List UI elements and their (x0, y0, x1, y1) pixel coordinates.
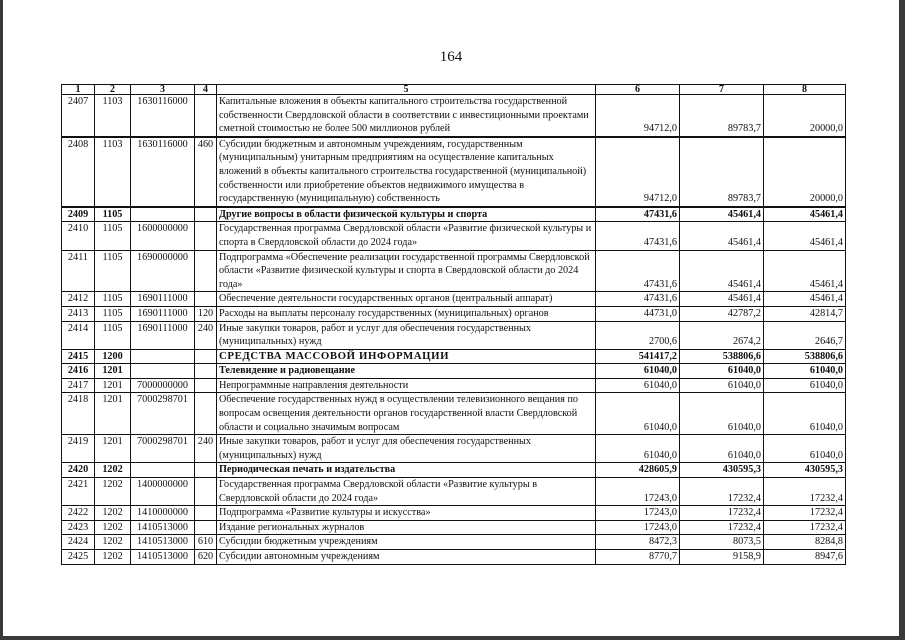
amount-col-7: 61040,0 (680, 364, 764, 379)
row-number: 2408 (62, 137, 95, 207)
item-name: Субсидии бюджетным учреждениям (217, 535, 596, 550)
amount-col-7: 45461,4 (680, 292, 764, 307)
column-header: 8 (764, 85, 846, 95)
amount-col-7: 61040,0 (680, 378, 764, 393)
expense-type-code: 620 (195, 550, 217, 565)
amount-col-8: 17232,4 (764, 506, 846, 521)
expense-type-code (195, 393, 217, 435)
target-article-code: 1690111000 (131, 321, 195, 349)
row-number: 2425 (62, 550, 95, 565)
table-row (62, 306, 846, 321)
item-name: Непрограммные направления деятельности (217, 378, 596, 393)
target-article-code (131, 463, 195, 478)
section-code: 1202 (95, 550, 131, 565)
item-name: Обеспечение государственных нужд в осуществлении телевизионного вещания по вопросам освещения деятельности органов государственной власти Свердловской области и социально значимым вопросам (217, 393, 596, 435)
table-row (62, 95, 846, 137)
row-number: 2414 (62, 321, 95, 349)
section-code: 1202 (95, 463, 131, 478)
amount-col-8: 2646,7 (764, 321, 846, 349)
table-row (62, 349, 846, 364)
column-header: 5 (217, 85, 596, 95)
amount-col-7: 61040,0 (680, 393, 764, 435)
section-code: 1105 (95, 222, 131, 250)
target-article-code (131, 364, 195, 379)
target-article-code: 1630116000 (131, 95, 195, 137)
row-number: 2411 (62, 250, 95, 292)
amount-col-7: 45461,4 (680, 222, 764, 250)
row-number: 2421 (62, 478, 95, 506)
amount-col-6: 94712,0 (596, 137, 680, 207)
expense-type-code (195, 506, 217, 521)
section-code: 1105 (95, 306, 131, 321)
table-row (62, 207, 846, 222)
section-code: 1202 (95, 535, 131, 550)
amount-col-8: 45461,4 (764, 250, 846, 292)
item-name: Капитальные вложения в объекты капитального строительства государственной собственности Свердловской области в соответствии с инвестиционными проектами сметной стоимостью не более 500 миллионов рублей (217, 95, 596, 137)
amount-col-7: 538806,6 (680, 349, 764, 364)
item-name: Иные закупки товаров, работ и услуг для обеспечения государственных (муниципальных) нужд (217, 435, 596, 463)
column-header: 6 (596, 85, 680, 95)
row-number: 2417 (62, 378, 95, 393)
target-article-code: 1410513000 (131, 520, 195, 535)
amount-col-8: 45461,4 (764, 292, 846, 307)
amount-col-6: 44731,0 (596, 306, 680, 321)
expense-type-code: 240 (195, 435, 217, 463)
expense-type-code (195, 364, 217, 379)
document-page (3, 0, 899, 636)
section-code: 1103 (95, 137, 131, 207)
row-number: 2412 (62, 292, 95, 307)
row-number: 2410 (62, 222, 95, 250)
table-row (62, 535, 846, 550)
section-code: 1201 (95, 364, 131, 379)
amount-col-6: 61040,0 (596, 435, 680, 463)
table-row (62, 222, 846, 250)
row-number: 2423 (62, 520, 95, 535)
amount-col-7: 45461,4 (680, 207, 764, 222)
target-article-code: 7000000000 (131, 378, 195, 393)
amount-col-6: 17243,0 (596, 478, 680, 506)
item-name: Государственная программа Свердловской области «Развитие культуры в Свердловской области до 2024 года» (217, 478, 596, 506)
amount-col-7: 9158,9 (680, 550, 764, 565)
amount-col-6: 61040,0 (596, 364, 680, 379)
table-row (62, 463, 846, 478)
row-number: 2420 (62, 463, 95, 478)
amount-col-6: 61040,0 (596, 393, 680, 435)
section-code: 1103 (95, 95, 131, 137)
target-article-code: 1600000000 (131, 222, 195, 250)
column-header: 3 (131, 85, 195, 95)
target-article-code: 1630116000 (131, 137, 195, 207)
expense-type-code (195, 95, 217, 137)
item-name: Другие вопросы в области физической культуры и спорта (217, 207, 596, 222)
amount-col-6: 47431,6 (596, 292, 680, 307)
section-code: 1202 (95, 520, 131, 535)
row-number: 2422 (62, 506, 95, 521)
target-article-code: 1410513000 (131, 535, 195, 550)
target-article-code: 1690111000 (131, 292, 195, 307)
row-number: 2416 (62, 364, 95, 379)
expense-type-code (195, 463, 217, 478)
section-code: 1201 (95, 393, 131, 435)
column-header: 7 (680, 85, 764, 95)
item-name: Расходы на выплаты персоналу государственных (муниципальных) органов (217, 306, 596, 321)
amount-col-7: 89783,7 (680, 137, 764, 207)
row-number: 2415 (62, 349, 95, 364)
amount-col-8: 20000,0 (764, 95, 846, 137)
expense-type-code (195, 478, 217, 506)
amount-col-6: 428605,9 (596, 463, 680, 478)
row-number: 2424 (62, 535, 95, 550)
amount-col-6: 8770,7 (596, 550, 680, 565)
item-name: Субсидии бюджетным и автономным учреждениям, государственным (муниципальным) унитарным предприятиям на осуществление капитальных вложений в объекты капитального строительства государственной (муниципальной) собственности или приобретение объектов недвижимого имущества в государственную (муниципальную) собственность (217, 137, 596, 207)
table-row (62, 550, 846, 565)
table-row (62, 393, 846, 435)
amount-col-8: 430595,3 (764, 463, 846, 478)
amount-col-8: 61040,0 (764, 393, 846, 435)
table-row (62, 378, 846, 393)
section-code: 1201 (95, 435, 131, 463)
amount-col-6: 8472,3 (596, 535, 680, 550)
amount-col-6: 17243,0 (596, 506, 680, 521)
table-row (62, 250, 846, 292)
target-article-code: 7000298701 (131, 393, 195, 435)
table-row (62, 321, 846, 349)
amount-col-7: 17232,4 (680, 506, 764, 521)
item-name: СРЕДСТВА МАССОВОЙ ИНФОРМАЦИИ (217, 349, 596, 364)
expense-type-code (195, 378, 217, 393)
budget-table (61, 84, 846, 565)
target-article-code (131, 207, 195, 222)
table-row (62, 292, 846, 307)
amount-col-7: 2674,2 (680, 321, 764, 349)
amount-col-6: 541417,2 (596, 349, 680, 364)
target-article-code (131, 349, 195, 364)
target-article-code: 1400000000 (131, 478, 195, 506)
amount-col-7: 17232,4 (680, 478, 764, 506)
target-article-code: 1690000000 (131, 250, 195, 292)
expense-type-code: 610 (195, 535, 217, 550)
amount-col-6: 47431,6 (596, 222, 680, 250)
expense-type-code (195, 207, 217, 222)
item-name: Телевидение и радиовещание (217, 364, 596, 379)
section-code: 1200 (95, 349, 131, 364)
row-number: 2407 (62, 95, 95, 137)
item-name: Субсидии автономным учреждениям (217, 550, 596, 565)
expense-type-code: 240 (195, 321, 217, 349)
amount-col-8: 45461,4 (764, 207, 846, 222)
amount-col-8: 61040,0 (764, 364, 846, 379)
item-name: Подпрограмма «Развитие культуры и искусства» (217, 506, 596, 521)
amount-col-7: 89783,7 (680, 95, 764, 137)
item-name: Иные закупки товаров, работ и услуг для обеспечения государственных (муниципальных) нужд (217, 321, 596, 349)
amount-col-7: 42787,2 (680, 306, 764, 321)
amount-col-6: 47431,6 (596, 250, 680, 292)
expense-type-code (195, 292, 217, 307)
amount-col-8: 20000,0 (764, 137, 846, 207)
table-row (62, 435, 846, 463)
amount-col-8: 538806,6 (764, 349, 846, 364)
amount-col-8: 8284,8 (764, 535, 846, 550)
amount-col-6: 47431,6 (596, 207, 680, 222)
section-code: 1202 (95, 506, 131, 521)
section-code: 1201 (95, 378, 131, 393)
column-header: 2 (95, 85, 131, 95)
amount-col-7: 430595,3 (680, 463, 764, 478)
amount-col-7: 8073,5 (680, 535, 764, 550)
row-number: 2418 (62, 393, 95, 435)
expense-type-code: 460 (195, 137, 217, 207)
expense-type-code (195, 250, 217, 292)
amount-col-8: 17232,4 (764, 520, 846, 535)
item-name: Периодическая печать и издательства (217, 463, 596, 478)
amount-col-6: 2700,6 (596, 321, 680, 349)
target-article-code: 1410513000 (131, 550, 195, 565)
row-number: 2413 (62, 306, 95, 321)
amount-col-7: 17232,4 (680, 520, 764, 535)
section-code: 1202 (95, 478, 131, 506)
item-name: Государственная программа Свердловской области «Развитие физической культуры и спорта в Свердловской области до 2024 года» (217, 222, 596, 250)
expense-type-code (195, 222, 217, 250)
item-name: Издание региональных журналов (217, 520, 596, 535)
amount-col-8: 8947,6 (764, 550, 846, 565)
target-article-code: 1410000000 (131, 506, 195, 521)
amount-col-6: 61040,0 (596, 378, 680, 393)
section-code: 1105 (95, 321, 131, 349)
target-article-code: 7000298701 (131, 435, 195, 463)
column-header: 1 (62, 85, 95, 95)
amount-col-8: 17232,4 (764, 478, 846, 506)
row-number: 2419 (62, 435, 95, 463)
amount-col-8: 45461,4 (764, 222, 846, 250)
section-code: 1105 (95, 207, 131, 222)
table-row (62, 364, 846, 379)
table-row (62, 520, 846, 535)
table-row (62, 137, 846, 207)
target-article-code: 1690111000 (131, 306, 195, 321)
item-name: Обеспечение деятельности государственных органов (центральный аппарат) (217, 292, 596, 307)
row-number: 2409 (62, 207, 95, 222)
expense-type-code (195, 349, 217, 364)
header-row (62, 85, 846, 95)
page-number: 164 (439, 49, 463, 65)
amount-col-6: 94712,0 (596, 95, 680, 137)
section-code: 1105 (95, 292, 131, 307)
amount-col-7: 61040,0 (680, 435, 764, 463)
amount-col-8: 61040,0 (764, 378, 846, 393)
expense-type-code: 120 (195, 306, 217, 321)
expense-type-code (195, 520, 217, 535)
table-row (62, 478, 846, 506)
table-row (62, 506, 846, 521)
amount-col-6: 17243,0 (596, 520, 680, 535)
item-name: Подпрограмма «Обеспечение реализации государственной программы Свердловской области «Развитие физической культуры и спорта в Свердловской области до 2024 года» (217, 250, 596, 292)
column-header: 4 (195, 85, 217, 95)
section-code: 1105 (95, 250, 131, 292)
amount-col-8: 61040,0 (764, 435, 846, 463)
amount-col-7: 45461,4 (680, 250, 764, 292)
amount-col-8: 42814,7 (764, 306, 846, 321)
